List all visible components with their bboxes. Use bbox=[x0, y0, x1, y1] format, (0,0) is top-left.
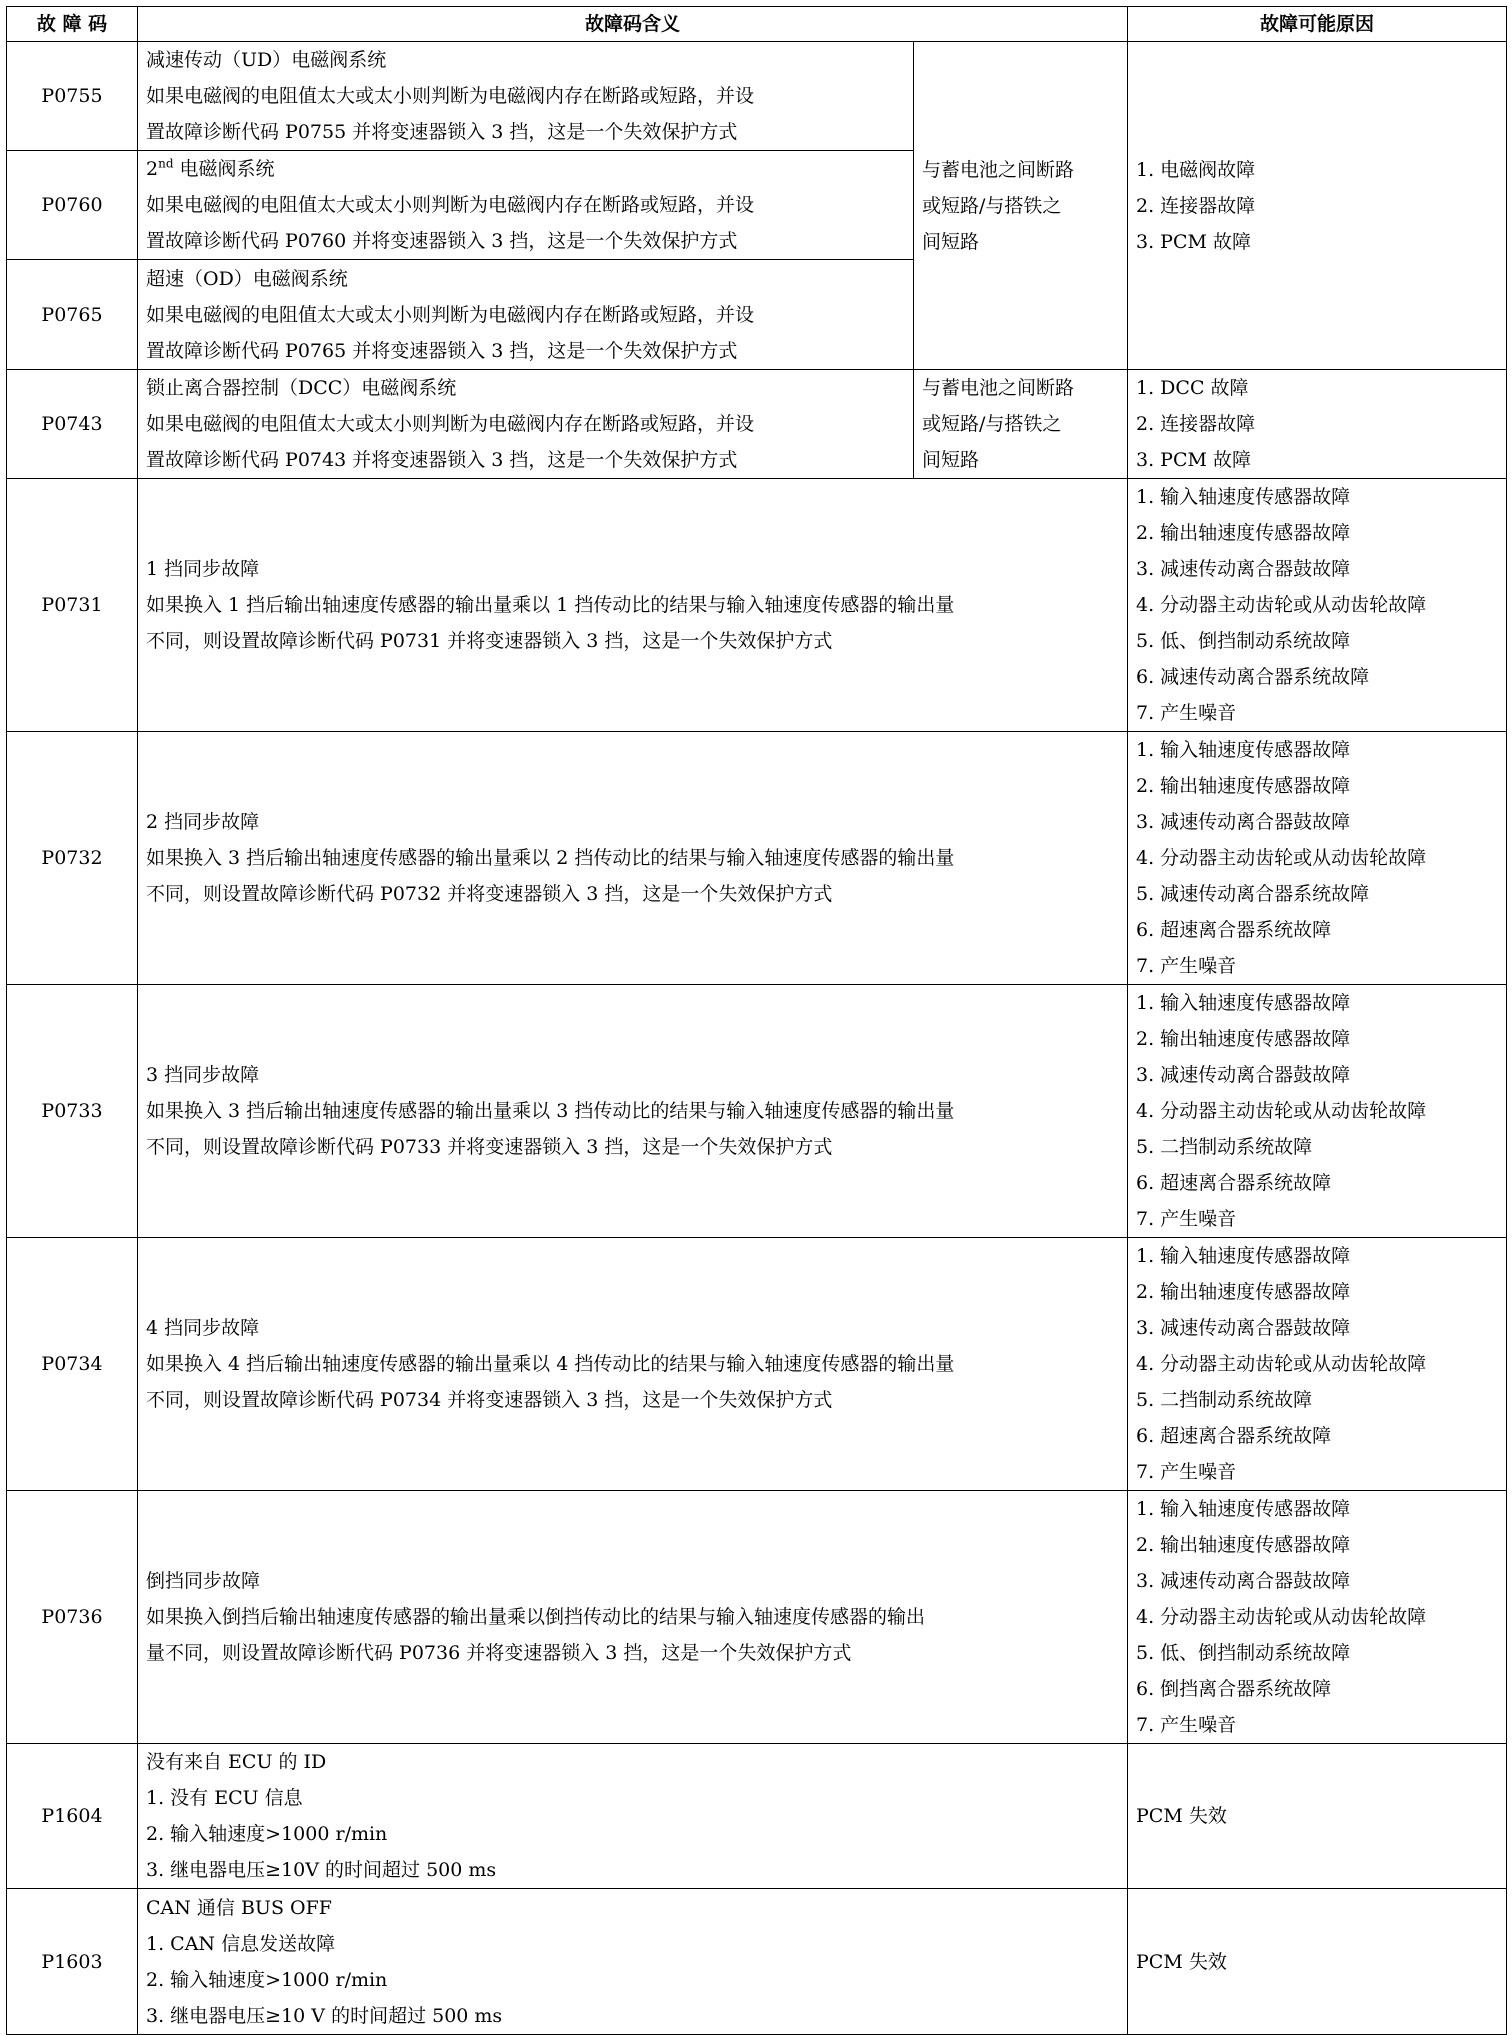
meaning-line: 如果换入 1 挡后输出轴速度传感器的输出量乘以 1 挡传动比的结果与输入轴速度传感器的输出量 bbox=[146, 594, 955, 616]
fault-code: P0734 bbox=[7, 1238, 138, 1491]
cause-item: 1. 电磁阀故障 bbox=[1136, 158, 1256, 181]
cause-item: 2. 输出轴速度传感器故障 bbox=[1136, 775, 1351, 797]
meaning-line: 不同，则设置故障诊断代码 P0733 并将变速器锁入 3 挡，这是一个失效保护方式 bbox=[146, 1136, 833, 1158]
fault-causes bbox=[1128, 42, 1507, 370]
fault-meaning bbox=[138, 370, 914, 479]
header-row bbox=[7, 7, 1507, 42]
fault-causes bbox=[1128, 985, 1507, 1238]
cause-item: 3. PCM 故障 bbox=[1136, 449, 1251, 471]
cause-item: 4. 分动器主动齿轮或从动齿轮故障 bbox=[1136, 1100, 1427, 1122]
meaning-title: 倒挡同步故障 bbox=[146, 1570, 261, 1592]
meaning-line: 置故障诊断代码 P0760 并将变速器锁入 3 挡，这是一个失效保护方式 bbox=[146, 230, 738, 252]
table-row bbox=[7, 1491, 1507, 1744]
fault-code: P0765 bbox=[7, 260, 138, 370]
condition-line: 或短路/与搭铁之 bbox=[922, 413, 1062, 435]
cause-item: 4. 分动器主动齿轮或从动齿轮故障 bbox=[1136, 1606, 1427, 1628]
meaning-line: 如果电磁阀的电阻值太大或太小则判断为电磁阀内存在断路或短路，并设 bbox=[146, 194, 755, 216]
condition-line: 间短路 bbox=[922, 449, 980, 471]
meaning-line: 如果换入 3 挡后输出轴速度传感器的输出量乘以 3 挡传动比的结果与输入轴速度传感器的输出量 bbox=[146, 1100, 955, 1122]
cause-item: 7. 产生噪音 bbox=[1136, 1208, 1237, 1230]
meaning-line: 置故障诊断代码 P0743 并将变速器锁入 3 挡，这是一个失效保护方式 bbox=[146, 449, 738, 471]
title-rest: 电磁阀系统 bbox=[173, 158, 275, 180]
table-row bbox=[7, 1744, 1507, 1889]
cause-item: 5. 二挡制动系统故障 bbox=[1136, 1389, 1313, 1411]
meaning-title: 1 挡同步故障 bbox=[146, 558, 260, 580]
cause-item: 1. 输入轴速度传感器故障 bbox=[1136, 1498, 1351, 1520]
cause-item: 6. 倒挡离合器系统故障 bbox=[1136, 1678, 1332, 1700]
fault-causes bbox=[1128, 1238, 1507, 1491]
fault-code: P0732 bbox=[7, 732, 138, 985]
cause-item: 1. 输入轴速度传感器故障 bbox=[1136, 992, 1351, 1014]
cause-item: 4. 分动器主动齿轮或从动齿轮故障 bbox=[1136, 594, 1427, 616]
meaning-title: 4 挡同步故障 bbox=[146, 1317, 260, 1339]
meaning-line: 如果电磁阀的电阻值太大或太小则判断为电磁阀内存在断路或短路，并设 bbox=[146, 413, 755, 435]
condition-line: 与蓄电池之间断路 bbox=[922, 377, 1075, 399]
meaning-line: 3. 继电器电压≥10V 的时间超过 500 ms bbox=[146, 1859, 497, 1881]
cause-item: 2. 输出轴速度传感器故障 bbox=[1136, 1028, 1351, 1050]
cause-item: 7. 产生噪音 bbox=[1136, 1714, 1237, 1736]
cause-item: 3. 减速传动离合器鼓故障 bbox=[1136, 1570, 1351, 1592]
fault-meaning bbox=[138, 151, 914, 260]
cause-item: 6. 超速离合器系统故障 bbox=[1136, 1172, 1332, 1194]
cause-item: 5. 减速传动离合器系统故障 bbox=[1136, 883, 1370, 905]
fault-meaning bbox=[138, 985, 1128, 1238]
meaning-line: 不同，则设置故障诊断代码 P0734 并将变速器锁入 3 挡，这是一个失效保护方式 bbox=[146, 1389, 833, 1411]
cause-item: 6. 超速离合器系统故障 bbox=[1136, 919, 1332, 941]
fault-causes bbox=[1128, 732, 1507, 985]
meaning-line: 1. CAN 信息发送故障 bbox=[146, 1932, 336, 1955]
cause-item: 1. 输入轴速度传感器故障 bbox=[1136, 486, 1351, 508]
cause-item: 7. 产生噪音 bbox=[1136, 1461, 1237, 1483]
fault-meaning bbox=[138, 479, 1128, 732]
cause-item: 2. 输出轴速度传感器故障 bbox=[1136, 522, 1351, 544]
cause-item: 7. 产生噪音 bbox=[1136, 955, 1237, 977]
cause-item: 7. 产生噪音 bbox=[1136, 702, 1237, 724]
header-code: 故 障 码 bbox=[7, 7, 138, 42]
cause-item: 6. 超速离合器系统故障 bbox=[1136, 1425, 1332, 1447]
fault-causes bbox=[1128, 479, 1507, 732]
cause-item: 3. 减速传动离合器鼓故障 bbox=[1136, 811, 1351, 833]
fault-meaning bbox=[138, 260, 914, 370]
header-meaning: 故障码含义 bbox=[138, 7, 1128, 42]
meaning-line: 不同，则设置故障诊断代码 P0732 并将变速器锁入 3 挡，这是一个失效保护方式 bbox=[146, 883, 833, 905]
fault-causes: PCM 失效 bbox=[1128, 1744, 1507, 1889]
meaning-line: 如果电磁阀的电阻值太大或太小则判断为电磁阀内存在断路或短路，并设 bbox=[146, 303, 755, 326]
meaning-line: 1. 没有 ECU 信息 bbox=[146, 1787, 303, 1809]
meaning-title: CAN 通信 BUS OFF bbox=[146, 1896, 332, 1919]
fault-condition bbox=[914, 42, 1128, 370]
fault-code: P0733 bbox=[7, 985, 138, 1238]
table-row bbox=[7, 370, 1507, 479]
table-row bbox=[7, 1889, 1507, 2035]
fault-code: P1603 bbox=[7, 1889, 138, 2035]
table-row bbox=[7, 985, 1507, 1238]
fault-meaning bbox=[138, 732, 1128, 985]
fault-causes bbox=[1128, 1491, 1507, 1744]
meaning-line: 量不同，则设置故障诊断代码 P0736 并将变速器锁入 3 挡，这是一个失效保护方式 bbox=[146, 1642, 852, 1664]
condition-line: 间短路 bbox=[922, 230, 980, 253]
meaning-title bbox=[146, 151, 905, 187]
meaning-line: 3. 继电器电压≥10 V 的时间超过 500 ms bbox=[146, 2004, 503, 2027]
meaning-line: 2. 输入轴速度>1000 r/min bbox=[146, 1823, 388, 1845]
fault-code: P0736 bbox=[7, 1491, 138, 1744]
cause-item: 5. 低、倒挡制动系统故障 bbox=[1136, 1642, 1351, 1664]
meaning-line: 不同，则设置故障诊断代码 P0731 并将变速器锁入 3 挡，这是一个失效保护方式 bbox=[146, 630, 833, 652]
cause-item: 2. 连接器故障 bbox=[1136, 194, 1256, 217]
condition-line: 或短路/与搭铁之 bbox=[922, 194, 1062, 217]
cause-item: 2. 输出轴速度传感器故障 bbox=[1136, 1534, 1351, 1556]
cause-item: 4. 分动器主动齿轮或从动齿轮故障 bbox=[1136, 847, 1427, 869]
cause-item: 4. 分动器主动齿轮或从动齿轮故障 bbox=[1136, 1353, 1427, 1375]
table-row bbox=[7, 479, 1507, 732]
cause-item: 6. 减速传动离合器系统故障 bbox=[1136, 666, 1370, 688]
meaning-line: 如果电磁阀的电阻值太大或太小则判断为电磁阀内存在断路或短路，并设 bbox=[146, 85, 755, 107]
title-superscript: nd bbox=[158, 156, 174, 171]
meaning-line: 2. 输入轴速度>1000 r/min bbox=[146, 1968, 388, 1991]
fault-code: P0755 bbox=[7, 42, 138, 151]
cause-item: 3. PCM 故障 bbox=[1136, 230, 1251, 253]
meaning-title: 锁止离合器控制（DCC）电磁阀系统 bbox=[146, 377, 457, 399]
meaning-title: 2 挡同步故障 bbox=[146, 811, 260, 833]
meaning-title: 减速传动（UD）电磁阀系统 bbox=[146, 49, 387, 71]
fault-causes bbox=[1128, 370, 1507, 479]
cause-item: 2. 输出轴速度传感器故障 bbox=[1136, 1281, 1351, 1303]
fault-meaning bbox=[138, 1238, 1128, 1491]
fault-meaning bbox=[138, 1889, 1128, 2035]
cause-item: 1. 输入轴速度传感器故障 bbox=[1136, 1245, 1351, 1267]
fault-meaning bbox=[138, 1491, 1128, 1744]
meaning-line: 置故障诊断代码 P0755 并将变速器锁入 3 挡，这是一个失效保护方式 bbox=[146, 121, 738, 143]
table-row bbox=[7, 42, 1507, 151]
header-cause: 故障可能原因 bbox=[1128, 7, 1507, 42]
condition-line: 与蓄电池之间断路 bbox=[922, 158, 1075, 181]
cause-item: 1. DCC 故障 bbox=[1136, 377, 1249, 399]
meaning-title: 没有来自 ECU 的 ID bbox=[146, 1751, 327, 1773]
fault-causes: PCM 失效 bbox=[1128, 1889, 1507, 2035]
fault-code-table bbox=[6, 6, 1507, 2035]
fault-meaning bbox=[138, 1744, 1128, 1889]
title-number: 2 bbox=[146, 158, 159, 180]
cause-item: 3. 减速传动离合器鼓故障 bbox=[1136, 1317, 1351, 1339]
meaning-title: 超速（OD）电磁阀系统 bbox=[146, 267, 348, 290]
meaning-title: 3 挡同步故障 bbox=[146, 1064, 260, 1086]
cause-item: 2. 连接器故障 bbox=[1136, 413, 1256, 435]
meaning-line: 置故障诊断代码 P0765 并将变速器锁入 3 挡，这是一个失效保护方式 bbox=[146, 339, 738, 362]
meaning-line: 如果换入 4 挡后输出轴速度传感器的输出量乘以 4 挡传动比的结果与输入轴速度传感器的输出量 bbox=[146, 1353, 955, 1375]
cause-item: 5. 低、倒挡制动系统故障 bbox=[1136, 630, 1351, 652]
table-row bbox=[7, 1238, 1507, 1491]
fault-code: P0731 bbox=[7, 479, 138, 732]
cause-item: 5. 二挡制动系统故障 bbox=[1136, 1136, 1313, 1158]
table-row bbox=[7, 732, 1507, 985]
fault-condition bbox=[914, 370, 1128, 479]
fault-code: P0760 bbox=[7, 151, 138, 260]
fault-meaning bbox=[138, 42, 914, 151]
meaning-line: 如果换入倒挡后输出轴速度传感器的输出量乘以倒挡传动比的结果与输入轴速度传感器的输出 bbox=[146, 1606, 926, 1628]
cause-item: 3. 减速传动离合器鼓故障 bbox=[1136, 558, 1351, 580]
meaning-line: 如果换入 3 挡后输出轴速度传感器的输出量乘以 2 挡传动比的结果与输入轴速度传感器的输出量 bbox=[146, 847, 955, 869]
fault-code: P0743 bbox=[7, 370, 138, 479]
cause-item: 1. 输入轴速度传感器故障 bbox=[1136, 739, 1351, 761]
cause-item: 3. 减速传动离合器鼓故障 bbox=[1136, 1064, 1351, 1086]
fault-code: P1604 bbox=[7, 1744, 138, 1889]
